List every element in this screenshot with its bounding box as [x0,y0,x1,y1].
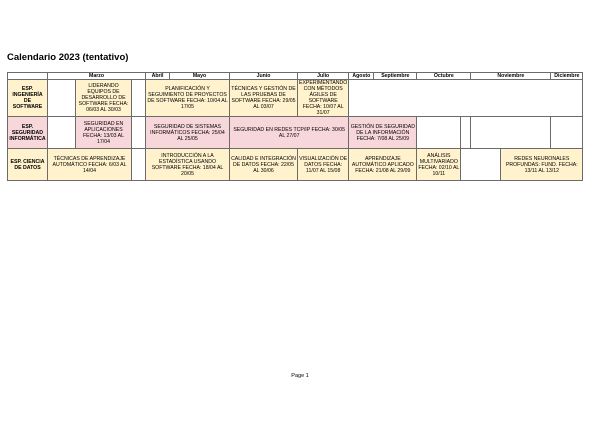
course-cell: TÉCNICAS Y GESTIÓN DE LAS PRUEBAS DE SOFTWARE FECHA: 29/05 AL 03/07 [230,80,298,117]
month-header: Mayo [170,73,230,80]
month-header: Julio [298,73,349,80]
calendar-table [7,72,583,181]
month-header: Diciembre [551,73,583,80]
page-number: Page 1 [291,373,309,379]
month-header: Agosto [349,73,374,80]
month-header: Septiembre [374,73,417,80]
month-header: Marzo [48,73,146,80]
course-cell: TÉCNICAS DE APRENDIZAJE AUTOMÁTICO FECHA: 6/03 AL 14/04 [48,149,132,181]
table-row [8,117,583,149]
course-cell: GESTIÓN DE SEGURIDAD DE LA INFORMACIÓN FECHA: 7/08 AL 25/09 [349,117,417,149]
course-cell: LIDERANDO EQUIPOS DE DESARROLLO DE SOFTWARE FECHA: 06/03 AL 30/03 [76,80,132,117]
page-title: Calendario 2023 (tentativo) [7,52,129,63]
month-header: Octubre [417,73,471,80]
table-row [8,80,583,117]
course-cell: CALIDAD E INTEGRACIÓN DE DATOS FECHA: 22/05 AL 30/06 [230,149,298,181]
course-cell: SEGURIDAD DE SISTEMAS INFORMÁTICOS FECHA: 25/04 AL 25/05 [146,117,230,149]
month-header-row [8,73,583,80]
course-cell: SEGURIDAD EN APLICACIONES FECHA: 13/03 AL 17/04 [76,117,132,149]
course-cell: INTRODUCCIÓN A LA ESTADÍSTICA USANDO SOFTWARE FECHA: 18/04 AL 20/05 [146,149,230,181]
course-cell: EXPERIMENTANDO CON MÉTODOS ÁGILES DE SOFTWARE FECHA: 10/07 AL 31/07 [299,80,348,116]
row-label: ESP. SEGURIDAD INFORMÁTICA [8,117,48,149]
month-header: Junio [230,73,298,80]
course-cell: SEGURIDAD EN REDES TCP/IP FECHA: 30/05 AL 27/07 [230,117,349,149]
row-label: ESP. CIENCIA DE DATOS [8,149,48,181]
course-cell: ANÁLISIS MULTIVARIADO FECHA: 02/10 AL 10/11 [417,149,461,181]
course-cell: PLANIFICACIÓN Y SEGUIMIENTO DE PROYECTOS DE SOFTWARE FECHA: 10/04 AL 17/05 [146,80,230,117]
course-cell: VISUALIZACIÓN DE DATOS FECHA: 11/07 AL 15/08 [298,149,349,181]
month-header: Noviembre [471,73,551,80]
course-cell: REDES NEURONALES PROFUNDAS: FUND. FECHA: 13/11 AL 13/12 [501,149,583,181]
month-header: Abril [146,73,170,80]
row-label: ESP. INGENIERÍA DE SOFTWARE [8,80,48,117]
course-cell: APRENDIZAJE AUTOMÁTICO APLICADO FECHA: 21/08 AL 29/09 [349,149,417,181]
table-row [8,149,583,181]
